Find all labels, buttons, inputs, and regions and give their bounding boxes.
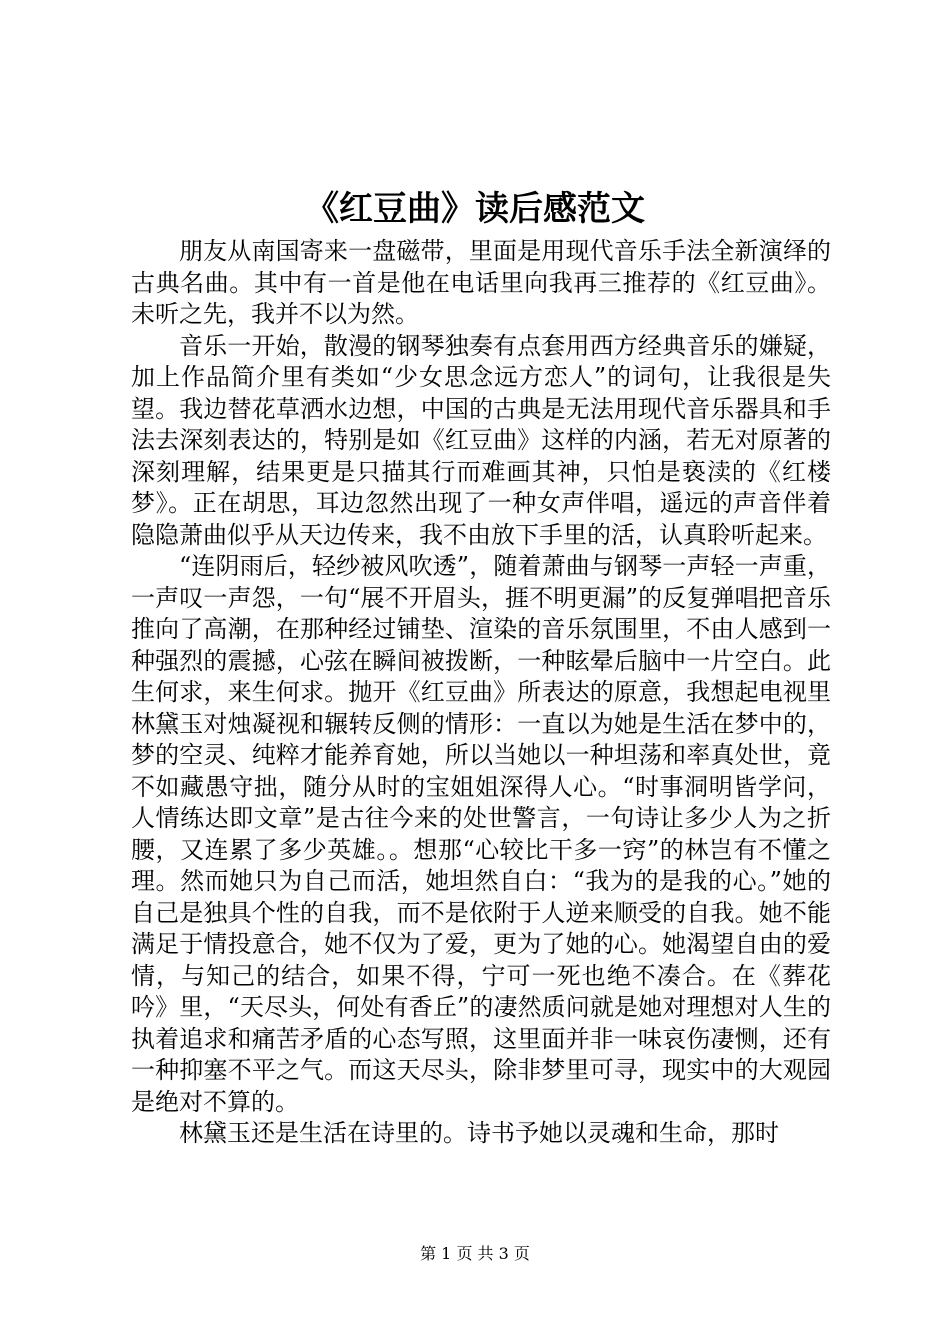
paragraph-4: 林黛玉还是生活在诗里的。诗书予她以灵魂和生命，那时 — [179, 1119, 779, 1147]
document-body — [131, 236, 831, 1150]
page-footer: 第 1 页 共 3 页 — [420, 1244, 530, 1263]
document-title: 《红豆曲》读后感范文 — [305, 189, 645, 229]
paragraph-3: “连阴雨后，轻纱被风吹透”，随着萧曲与钢琴一声轻一声重，一声叹一声怨，一句“展不开眉头，捱不明更漏”的反复弹唱把音乐推向了高潮，在那种经过铺垫、渲染的音乐氛围里，不由人感到一种强烈的震撼，心弦在瞬间被拨断，一种眩晕后脑中一片空白。此生何求，来生何求。抛开《红豆曲》所表达的原意，我想起电视里林黛玉对烛凝视和辗转反侧的情形：一直以为她是生活在梦中的，梦的空灵、纯粹才能养育她，所以当她以一种坦荡和率真处世，竟不如藏愚守拙，随分从时的宝姐姐深得人心。“时事洞明皆学问，人情练达即文章”是古往今来的处世警言，一句诗让多少人为之折腰，又连累了多少英雄。。想那“心较比干多一窍”的林岂有不懂之理。然而她只为自己而活，她坦然自白：“我为的是我的心。”她的自己是独具个性的自我，而不是依附于人逆来顺受的自我。她不能满足于情投意合，她不仅为了爱，更为了她的心。她渴望自由的爱情，与知己的结合，如果不得，宁可一死也绝不凑合。在《葬花吟》里，“天尽头，何处有香丘”的凄然质问就是她对理想对人生的执着追求和痛苦矛盾的心态写照，这里面并非一味哀伤凄恻，还有一种抑塞不平之气。而这天尽头，除非梦里可寻，现实中的大观园是绝对不算的。 — [131, 552, 831, 1116]
paragraph-2: 音乐一开始，散漫的钢琴独奏有点套用西方经典音乐的嫌疑，加上作品简介里有类如“少女思念远方恋人”的词句，让我很是失望。我边替花草洒水边想，中国的古典是无法用现代音乐器具和手法去深刻表达的，特别是如《红豆曲》这样的内涵，若无对原著的深刻理解，结果更是只描其行而难画其神，只怕是亵渎的《红楼梦》。正在胡思，耳边忽然出现了一种女声伴唱，遥远的声音伴着隐隐萧曲似乎从天边传来，我不由放下手里的活，认真聆听起来。 — [131, 331, 831, 549]
paragraph-1: 朋友从南国寄来一盘磁带，里面是用现代音乐手法全新演绎的古典名曲。其中有一首是他在电话里向我再三推荐的《红豆曲》。未听之先，我并不以为然。 — [131, 237, 831, 328]
